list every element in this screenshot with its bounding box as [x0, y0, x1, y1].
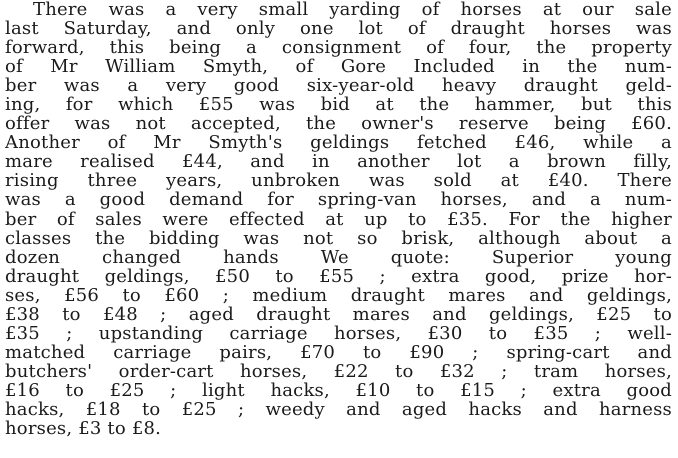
- article-line-21: £16 to £25 ; light hacks, £10 to £15 ; extra good: [5, 380, 672, 400]
- article-line-9: mare realised £44, and in another lot a brown filly,: [5, 152, 672, 172]
- article-line-10: rising three years, unbroken was sold at £40. There: [5, 171, 672, 191]
- article-line-14: dozen changed hands We quote: Superior young: [5, 247, 672, 267]
- article-line-6: ing, for which £55 was bid at the hammer, but this: [5, 95, 672, 115]
- article-line-13: classes the bidding was not so brisk, although about a: [5, 228, 672, 248]
- article-line-20: butchers' order-cart horses, £22 to £32 ; tram horses,: [5, 361, 672, 381]
- article-line-1: There was a very small yarding of horses at our sale: [33, 0, 672, 20]
- article-line-18: £35 ; upstanding carriage horses, £30 to £35 ; well-: [5, 323, 672, 343]
- article-line-7: offer was not accepted, the owner's reserve being £60.: [5, 114, 672, 134]
- article-line-8: Another of Mr Smyth's geldings fetched £46, while a: [5, 133, 672, 153]
- article-line-16: ses, £56 to £60 ; medium draught mares and geldings,: [5, 285, 672, 305]
- article-line-17: £38 to £48 ; aged draught mares and geldings, £25 to: [5, 304, 672, 324]
- article-line-19: matched carriage pairs, £70 to £90 ; spring-cart and: [5, 342, 672, 362]
- article-line-23: horses, £3 to £8.: [5, 419, 162, 439]
- article-line-2: last Saturday, and only one lot of draught horses was: [5, 19, 672, 39]
- article-line-3: forward, this being a consignment of four, the property: [5, 38, 672, 58]
- article-line-4: of Mr William Smyth, of Gore Included in the num-: [5, 57, 672, 77]
- article-line-12: ber of sales were effected at up to £35. For the higher: [5, 209, 672, 229]
- article-line-5: ber was a very good six-year-old heavy draught geld-: [5, 76, 672, 96]
- article-line-15: draught geldings, £50 to £55 ; extra good, prize hor-: [5, 266, 672, 286]
- article-line-11: was a good demand for spring-van horses, and a num-: [5, 190, 672, 210]
- article-line-22: hacks, £18 to £25 ; weedy and aged hacks and harness: [5, 399, 672, 420]
